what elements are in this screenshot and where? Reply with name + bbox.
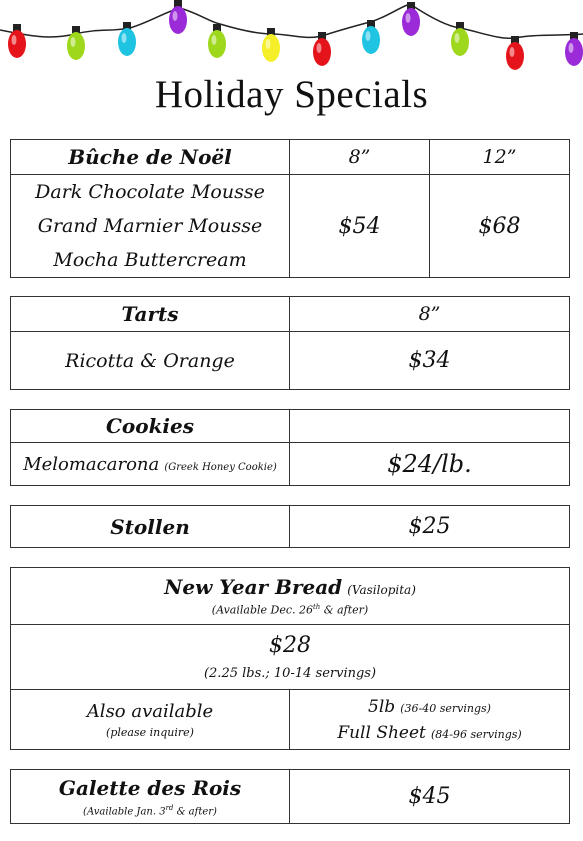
light-bulb-icon	[8, 24, 26, 58]
light-bulb-icon	[362, 20, 380, 54]
stollen-heading: Stollen	[11, 506, 290, 548]
option-5lb-note: (36-40 servings)	[400, 701, 491, 715]
tarts-table	[10, 296, 570, 390]
galette-price: $45	[290, 770, 570, 824]
also-available-label: Also available	[86, 700, 214, 722]
new-year-bread-header	[11, 568, 570, 625]
new-year-bread-price-note: (2.25 lbs.; 10-14 servings)	[203, 666, 377, 681]
stollen-price: $25	[290, 506, 570, 548]
light-bulb-icon	[67, 26, 85, 60]
tarts-heading: Tarts	[11, 297, 290, 332]
new-year-bread-table	[10, 567, 570, 750]
page-title: Holiday Specials	[154, 73, 429, 116]
cookies-price: $24/lb.	[290, 443, 570, 486]
flavor-item: Grand Marnier Mousse	[37, 215, 263, 237]
size-options-cell	[290, 690, 570, 750]
light-bulb-icon	[565, 32, 583, 66]
string-lights-decoration	[0, 0, 583, 80]
cookies-table	[10, 409, 570, 486]
also-available-cell	[11, 690, 290, 750]
cookies-item-cell	[11, 443, 290, 486]
size-12-inch: 12”	[430, 140, 570, 175]
buche-heading: Bûche de Noël	[11, 140, 290, 175]
galette-table	[10, 769, 570, 824]
light-bulb-icon	[169, 0, 187, 34]
option-5lb: 5lb	[368, 696, 396, 717]
size-8-inch: 8”	[290, 140, 430, 175]
tarts-price: $34	[290, 332, 570, 390]
buche-price-8: $54	[290, 175, 430, 278]
tarts-size: 8”	[290, 297, 570, 332]
tarts-item: Ricotta & Orange	[11, 332, 290, 390]
stollen-table	[10, 505, 570, 548]
cookies-item: Melomacarona	[23, 453, 160, 475]
option-full-sheet-note: (84-96 servings)	[430, 727, 522, 741]
buche-price-12: $68	[430, 175, 570, 278]
galette-cell	[11, 770, 290, 824]
new-year-bread-heading: New Year Bread	[164, 575, 343, 600]
cookies-heading: Cookies	[11, 410, 290, 443]
light-bulb-icon	[402, 2, 420, 36]
cookies-item-note: (Greek Honey Cookie)	[164, 461, 277, 473]
light-bulb-icon	[506, 36, 524, 70]
cookies-empty-cell	[290, 410, 570, 443]
new-year-bread-price: $28	[269, 633, 311, 658]
new-year-bread-price-cell	[11, 625, 570, 690]
galette-availability: (Available Jan. 3rd & after)	[83, 803, 217, 818]
buche-flavors	[11, 175, 290, 278]
buche-de-noel-table	[10, 139, 570, 278]
option-full-sheet: Full Sheet	[337, 722, 426, 743]
galette-heading: Galette des Rois	[58, 775, 242, 800]
light-bulb-icon	[208, 24, 226, 58]
flavor-item: Dark Chocolate Mousse	[35, 181, 265, 203]
new-year-bread-availability: (Available Dec. 26th & after)	[211, 603, 369, 617]
new-year-bread-note: (Vasilopita)	[347, 583, 416, 598]
also-available-note: (please inquire)	[106, 725, 194, 739]
flavor-item: Mocha Buttercream	[53, 249, 247, 271]
